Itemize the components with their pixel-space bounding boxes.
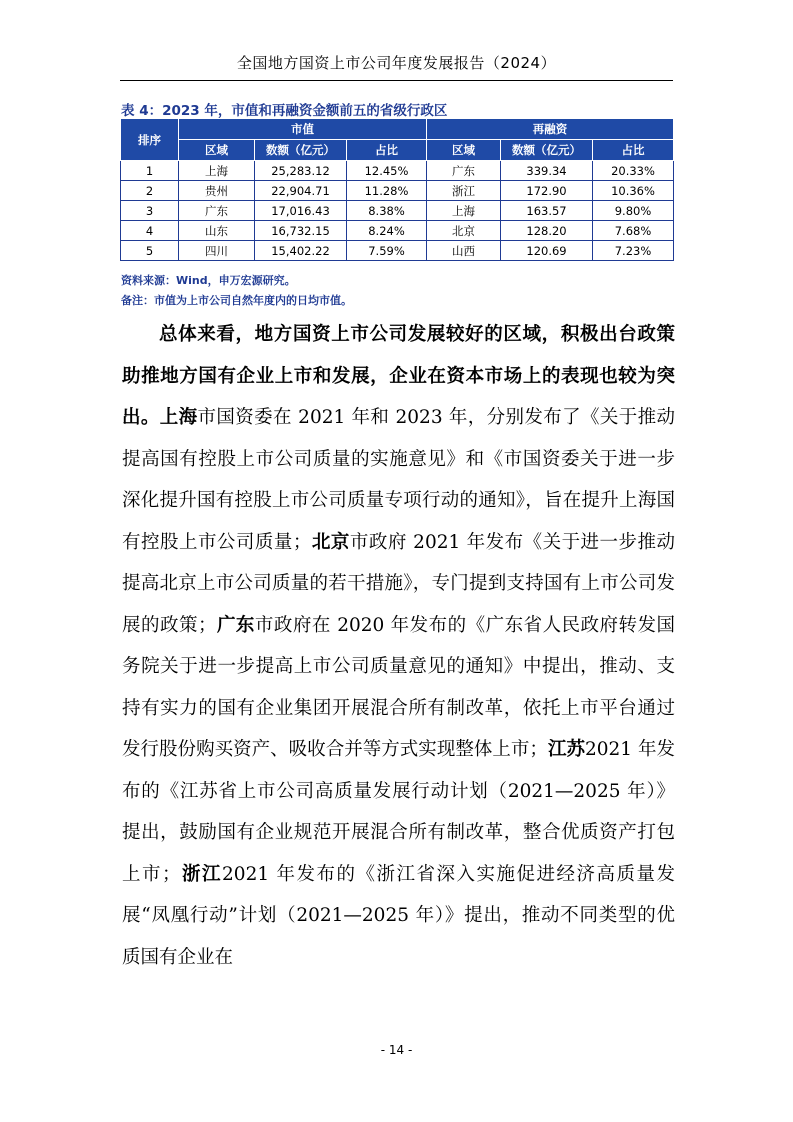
rf-amount-cell: 120.69 xyxy=(501,241,593,261)
header-divider xyxy=(120,80,673,81)
rank-cell: 3 xyxy=(121,201,179,221)
region-label-zhejiang: 浙江 xyxy=(180,863,223,885)
rank-header: 排序 xyxy=(121,119,179,161)
rank-cell: 1 xyxy=(121,161,179,181)
jiangsu-text: 2021 年发布的《江苏省上市公司高质量发展行动计划（2021—2025 年）》提出，鼓励国有企业规范开展混合所有制改革，整合优质资产打包上市； xyxy=(122,739,675,885)
region-label-beijing: 北京 xyxy=(311,531,350,553)
rf-amount-cell: 172.90 xyxy=(501,181,593,201)
table-row xyxy=(121,201,674,221)
mc-region-cell: 山东 xyxy=(179,221,255,241)
zhejiang-text: 2021 年发布的《浙江省深入实施促进经济高质量发展“凤凰行动”计划（2021—2025 年）》提出，推动不同类型的优质国有企业在 xyxy=(122,863,675,968)
mc-region-cell: 贵州 xyxy=(179,181,255,201)
rf-region-cell: 北京 xyxy=(427,221,501,241)
rf-region-cell: 上海 xyxy=(427,201,501,221)
rank-cell: 5 xyxy=(121,241,179,261)
mc-share-cell: 7.59% xyxy=(347,241,427,261)
region-label-shanghai: 上海 xyxy=(159,407,198,428)
mc-region-header: 区域 xyxy=(179,140,255,161)
rank-cell: 2 xyxy=(121,181,179,201)
mc-amount-cell: 25,283.12 xyxy=(255,161,347,181)
lead-sentence: 总体来看，地方国资上市公司发展较好的区域，积极出台政策助推地方国有企业上市和发展，企业在资本市场上的表现也较为突出。 xyxy=(122,324,675,428)
table-title: 表 4：2023 年，市值和再融资金额前五的省级行政区 xyxy=(121,103,448,119)
table-row xyxy=(121,241,674,261)
rf-share-cell: 10.36% xyxy=(593,181,674,201)
body-paragraph xyxy=(122,314,675,978)
refinancing-header: 再融资 xyxy=(427,119,674,140)
mc-amount-header: 数额（亿元） xyxy=(255,140,347,161)
rf-amount-header: 数额（亿元） xyxy=(501,140,593,161)
rf-share-cell: 9.80% xyxy=(593,201,674,221)
page-number: - 14 - xyxy=(380,1043,413,1057)
body-text xyxy=(122,314,675,978)
rf-region-cell: 浙江 xyxy=(427,181,501,201)
region-ranking-table xyxy=(120,118,674,261)
rf-region-cell: 广东 xyxy=(427,161,501,181)
table-row xyxy=(121,181,674,201)
mc-amount-cell: 16,732.15 xyxy=(255,221,347,241)
rf-amount-cell: 339.34 xyxy=(501,161,593,181)
table-row xyxy=(121,161,674,181)
mc-share-cell: 8.38% xyxy=(347,201,427,221)
page-header: 全国地方国资上市公司年度发展报告（2024） xyxy=(236,54,557,72)
rf-amount-cell: 163.57 xyxy=(501,201,593,221)
rf-share-header: 占比 xyxy=(593,140,674,161)
rf-share-cell: 7.68% xyxy=(593,221,674,241)
region-label-jiangsu: 江苏 xyxy=(547,739,585,760)
rf-region-cell: 山西 xyxy=(427,241,501,261)
mc-region-cell: 四川 xyxy=(179,241,255,261)
mc-amount-cell: 22,904.71 xyxy=(255,181,347,201)
rf-share-cell: 7.23% xyxy=(593,241,674,261)
mc-share-cell: 11.28% xyxy=(347,181,427,201)
mc-share-header: 占比 xyxy=(347,140,427,161)
mc-amount-cell: 15,402.22 xyxy=(255,241,347,261)
region-label-guangdong: 广东 xyxy=(216,614,255,636)
mc-region-cell: 广东 xyxy=(179,201,255,221)
rf-region-header: 区域 xyxy=(427,140,501,161)
mc-amount-cell: 17,016.43 xyxy=(255,201,347,221)
beijing-text: 市政府 2021 年发布《关于进一步推动提高北京上市公司质量的若干措施》，专门提到支持国有上市公司发展的政策； xyxy=(122,531,675,636)
rf-share-cell: 20.33% xyxy=(593,161,674,181)
shanghai-text: 市国资委在 2021 年和 2023 年，分别发布了《关于推动提高国有控股上市公司质量的实施意见》和《市国资委关于进一步深化提升国有控股上市公司质量专项行动的通知》，旨在提升上海国有控股上市公司质量； xyxy=(122,407,675,553)
mc-share-cell: 8.24% xyxy=(347,221,427,241)
table-note: 备注：市值为上市公司自然年度内的日均市值。 xyxy=(121,294,352,307)
market-cap-header: 市值 xyxy=(179,119,427,140)
guangdong-text: 市政府在 2020 年发布的《广东省人民政府转发国务院关于进一步提高上市公司质量意见的通知》中提出，推动、支持有实力的国有企业集团开展混合所有制改革，依托上市平台通过发行股份购买资产、吸收合并等方式实现整体上市； xyxy=(122,614,675,760)
mc-share-cell: 12.45% xyxy=(347,161,427,181)
table-row xyxy=(121,221,674,241)
table-source: 资料来源：Wind，申万宏源研究。 xyxy=(121,274,296,287)
mc-region-cell: 上海 xyxy=(179,161,255,181)
rf-amount-cell: 128.20 xyxy=(501,221,593,241)
rank-cell: 4 xyxy=(121,221,179,241)
